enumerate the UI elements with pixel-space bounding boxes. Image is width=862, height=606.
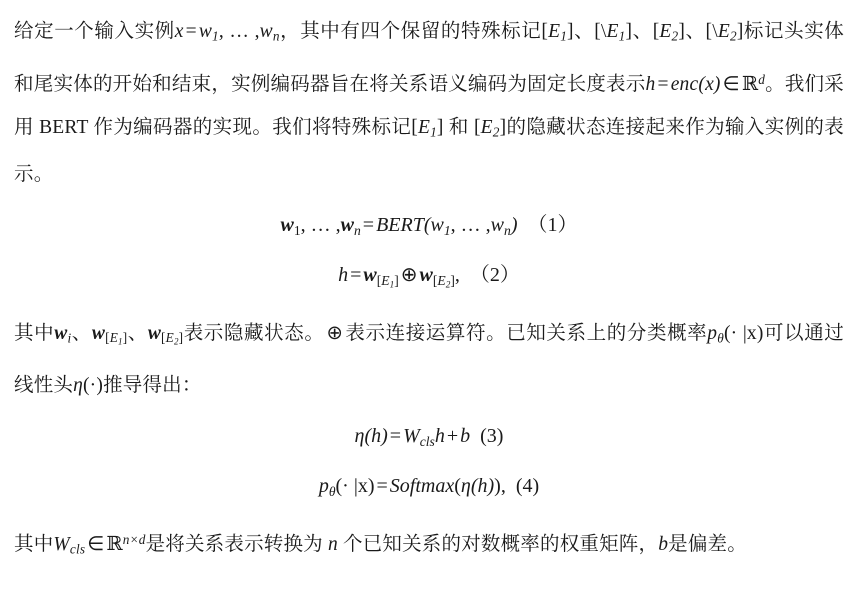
math-paren-x: ( [698, 73, 706, 95]
bracket-open: [ [541, 21, 549, 42]
math-vec-wn: w [340, 214, 354, 237]
math-var-W: W [403, 424, 420, 447]
math-var-h: h [434, 424, 445, 447]
math-arg-cond: (· |x) [723, 322, 764, 344]
math-var-E: E [381, 272, 390, 288]
bracket-open: [\ [705, 21, 718, 42]
math-sub-1: 1 [618, 28, 626, 44]
math-var-E: E [165, 330, 174, 346]
equation-block-1 [14, 204, 844, 305]
bracket-close: ] [736, 21, 744, 42]
inline-math-h-enc [645, 71, 766, 95]
inline-math-x-equals-w [175, 21, 280, 42]
inline-math-w-e1 [91, 322, 128, 347]
math-arg-dot: (·) [82, 374, 104, 396]
math-sub-2: 2 [671, 28, 679, 44]
math-arg-cond: (· |x) [335, 474, 375, 497]
equation-2 [14, 254, 844, 305]
math-sup-nxd: n×d [122, 532, 146, 548]
math-sub-1: 1 [293, 223, 301, 239]
math-op-in: ∈ [87, 534, 105, 556]
math-sub-e2: [E2] [432, 272, 455, 290]
math-op-oplus: ⊕ [326, 322, 343, 344]
text-run: 的隐藏状态连接起来作为输入实例的表示。 [14, 116, 844, 186]
bracket-close: ] [436, 116, 444, 138]
math-ellipsis: , … , [218, 21, 260, 42]
text-run: 是偏差。 [668, 534, 747, 556]
math-sub-e1: [E1] [105, 330, 128, 347]
math-var-h: h [645, 73, 656, 95]
math-ellipsis: , … , [450, 214, 491, 237]
math-sub-1: 1 [117, 336, 123, 347]
text-run: 和 [443, 116, 474, 138]
math-sub-1: 1 [212, 28, 219, 44]
math-op-equals: = [350, 264, 362, 287]
math-vec-w: w [54, 322, 68, 344]
math-var-E: E [109, 330, 118, 346]
math-paren-close: ) [494, 474, 501, 497]
math-op-equals: = [362, 214, 375, 237]
math-comma: , [454, 264, 460, 287]
math-var-b: b [460, 424, 471, 447]
bracket-close: ] [499, 116, 507, 138]
math-sub-1: 1 [560, 28, 568, 44]
text-run: 、 [685, 21, 706, 42]
inline-math-e1-open [541, 21, 573, 42]
inline-math-p-theta [707, 323, 763, 344]
inline-math-wcls-in-reals [53, 534, 145, 555]
text-run: 、 [71, 322, 92, 344]
bracket-close: ] [678, 21, 686, 42]
math-var-wn: w [490, 214, 505, 237]
math-var-wn: w [259, 21, 273, 42]
math-sub-n: n [504, 223, 511, 239]
math-var-p: p [707, 322, 718, 344]
math-sub-1: 1 [389, 279, 395, 290]
text-run: 可以通过线性头 [14, 322, 844, 396]
text-run: 其中 [14, 322, 55, 344]
inline-math-eta [73, 375, 103, 396]
paragraph-3 [14, 518, 844, 571]
paragraph-1 [14, 10, 844, 196]
text-run: 。我们采用 BERT 作为编码器的实现。我们将特殊标记 [14, 73, 844, 138]
math-sub-e1: [E1] [376, 272, 399, 290]
equation-block-2 [14, 415, 844, 513]
math-sub-cls: cls [419, 433, 435, 449]
math-sub-theta: θ [328, 483, 336, 499]
text-run: 、 [127, 322, 148, 344]
math-var-E: E [659, 21, 672, 42]
math-op-oplus: ⊕ [400, 264, 418, 287]
math-op-plus: + [446, 424, 459, 447]
math-paren-close: ) [381, 424, 388, 447]
math-var-E: E [480, 116, 493, 138]
math-var-b: b [658, 534, 669, 556]
bracket-close: ] [625, 21, 633, 42]
equation-4 [14, 465, 844, 513]
text-run: 推导得出： [103, 374, 202, 396]
math-var-h: h [338, 264, 349, 287]
text-run: 是将关系表示转换为 [145, 534, 328, 556]
math-vec-w1: w [280, 214, 294, 237]
math-var-eta: η [73, 374, 83, 396]
math-sub-cls: cls [69, 542, 86, 557]
text-run: 、 [573, 21, 595, 42]
equation-number-2: （2） [469, 264, 520, 287]
math-var-E: E [548, 21, 561, 42]
bracket-open: [ [411, 116, 418, 138]
bracket-close: ] [567, 21, 574, 42]
math-func-enc: enc [670, 73, 699, 95]
math-paren-close: ) [713, 73, 721, 95]
paragraph-2 [14, 312, 844, 407]
math-paren-open: ( [364, 424, 372, 447]
math-vec-w: w [363, 264, 377, 287]
math-op-equals: = [657, 73, 669, 95]
math-var-h: h [477, 474, 488, 497]
math-var-E: E [417, 116, 431, 138]
math-paren-close: ) [510, 214, 518, 237]
equation-number-1: （1） [527, 214, 578, 237]
math-var-w1: w [430, 214, 444, 237]
text-run: 其中 [14, 534, 54, 556]
math-var-E: E [717, 21, 730, 42]
math-var-W: W [53, 534, 70, 556]
math-sub-e2: [E2] [161, 330, 184, 347]
math-sub-2: 2 [445, 279, 451, 290]
text-run: 表示隐藏状态。 [183, 322, 325, 344]
math-sub-i: i [67, 330, 72, 346]
equation-number-3: (3) [480, 424, 504, 447]
math-ellipsis: , … , [300, 214, 341, 237]
math-comma: , [500, 474, 506, 497]
math-sub-2: 2 [173, 336, 179, 347]
math-var-p: p [318, 474, 329, 497]
inline-math-wi [54, 323, 71, 344]
text-run: 标记头实体和尾实体的开始和结束，实例编码器旨在将关系语义编码为固定长度表示 [14, 21, 844, 95]
math-op-equals: = [185, 21, 197, 42]
math-var-h: h [371, 424, 382, 447]
math-var-x: x [705, 73, 714, 95]
math-paren-close-inner: ) [487, 474, 495, 497]
inline-math-e2-ref [474, 117, 506, 138]
math-vec-w: w [419, 264, 433, 287]
math-sub-theta: θ [717, 330, 724, 346]
math-paren-open-inner: ( [470, 474, 478, 497]
bracket-open: [\ [594, 21, 607, 42]
math-sub-2: 2 [729, 28, 737, 44]
inline-math-e2-open [653, 21, 685, 42]
math-op-in: ∈ [722, 73, 740, 95]
math-vec-w: w [91, 322, 106, 344]
text-run: 个已知关系的对数概率的权重矩阵， [337, 534, 659, 556]
bracket-open: [ [652, 21, 660, 42]
inline-math-w-e2 [147, 322, 184, 347]
math-vec-w: w [147, 322, 162, 344]
math-sub-1: 1 [430, 124, 437, 140]
equation-3 [14, 415, 844, 463]
math-var-eta: η [460, 474, 471, 497]
math-var-n: n [327, 534, 338, 556]
equation-number-4: (4) [515, 474, 540, 497]
math-func-softmax: Softmax [389, 474, 455, 497]
math-op-equals: = [389, 424, 402, 447]
math-var-w1: w [198, 21, 213, 42]
math-sub-2: 2 [492, 124, 500, 140]
math-paren-open: ( [454, 474, 461, 497]
math-sub-1: 1 [443, 223, 451, 239]
text-run: 、 [632, 21, 653, 42]
text-run: ，其中有四个保留的特殊标记 [279, 21, 542, 42]
math-var-E: E [606, 21, 619, 42]
bracket-open: [ [473, 116, 481, 138]
text-run: 给定一个输入实例 [14, 21, 175, 42]
math-sub-n: n [272, 28, 280, 44]
math-paren-open: ( [423, 214, 431, 237]
math-var-eta: η [354, 424, 365, 447]
math-var-x: x [174, 21, 184, 42]
math-sup-d: d [758, 71, 766, 87]
inline-math-e2-close [706, 21, 744, 42]
inline-math-e1-ref [411, 117, 443, 138]
math-op-equals: = [376, 474, 388, 497]
text-run: 表示连接运算符。已知关系上的分类概率 [344, 322, 708, 344]
equation-1 [14, 204, 844, 252]
inline-math-e1-close [594, 21, 632, 42]
math-func-bert: BERT [376, 214, 424, 237]
math-var-E: E [437, 272, 446, 288]
math-sub-n: n [354, 223, 361, 239]
math-set-reals: ℝ [741, 71, 759, 95]
math-set-reals: ℝ [106, 532, 123, 556]
